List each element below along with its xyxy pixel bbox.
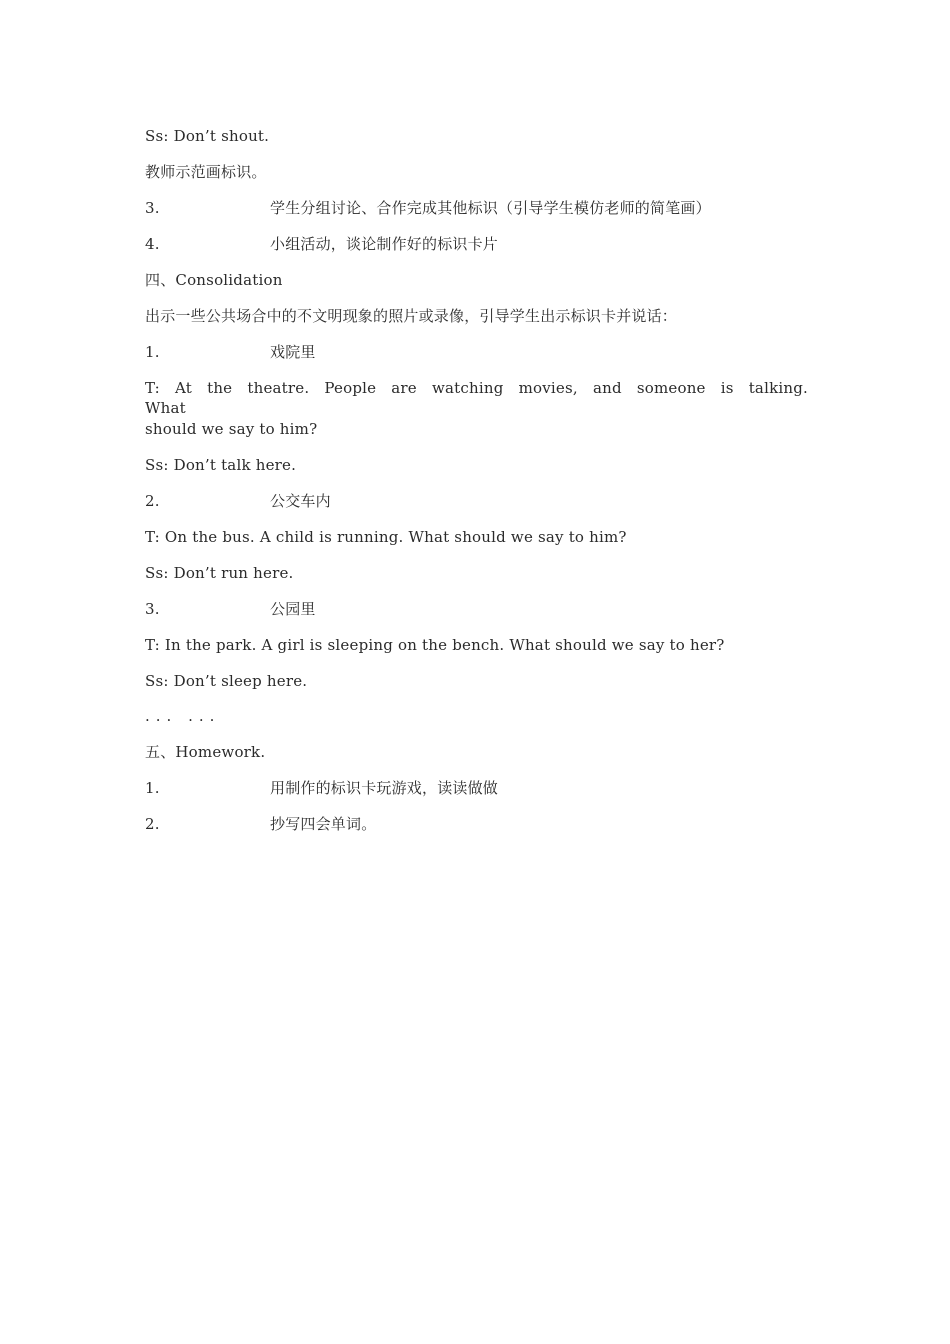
item-text: 学生分组讨论、合作完成其他标识（引导学生模仿老师的简笔画） bbox=[270, 199, 711, 217]
dialogue-line: T: On the bus. A child is running. What should we say to him? bbox=[145, 528, 627, 546]
dialogue-line: T: In the park. A girl is sleeping on the bench. What should we say to her? bbox=[145, 636, 725, 654]
dialogue-line: should we say to him? bbox=[145, 420, 318, 438]
dialogue-line: Ss: Don’t shout. bbox=[145, 127, 270, 145]
item-number: 1. bbox=[145, 779, 160, 797]
item-text: 抄写四会单词。 bbox=[270, 815, 377, 833]
dialogue-line: Ss: Don’t sleep here. bbox=[145, 672, 308, 690]
item-number: 2. bbox=[145, 815, 160, 833]
dialogue-line: T: At the theatre. People are watching movies, and someone is talking. What bbox=[145, 379, 808, 417]
paragraph: 教师示范画标识。 bbox=[145, 163, 267, 181]
dialogue-line: Ss: Don’t run here. bbox=[145, 564, 294, 582]
dialogue-line: Ss: Don’t talk here. bbox=[145, 456, 297, 474]
item-number: 4. bbox=[145, 235, 160, 253]
item-number: 3. bbox=[145, 600, 160, 618]
section-heading-consolidation: 四、Consolidation bbox=[145, 271, 283, 289]
item-number: 1. bbox=[145, 343, 160, 361]
item-number: 2. bbox=[145, 492, 160, 510]
ellipsis: ... ... bbox=[145, 707, 221, 725]
item-text: 用制作的标识卡玩游戏，读读做做 bbox=[270, 779, 499, 797]
item-text: 公园里 bbox=[270, 600, 316, 618]
paragraph: 出示一些公共场合中的不文明现象的照片或录像，引导学生出示标识卡并说话： bbox=[145, 307, 678, 325]
item-text: 公交车内 bbox=[270, 492, 331, 510]
section-heading-homework: 五、Homework. bbox=[145, 743, 266, 761]
item-text: 戏院里 bbox=[270, 343, 316, 361]
item-number: 3. bbox=[145, 199, 160, 217]
item-text: 小组活动，谈论制作好的标识卡片 bbox=[270, 235, 499, 253]
